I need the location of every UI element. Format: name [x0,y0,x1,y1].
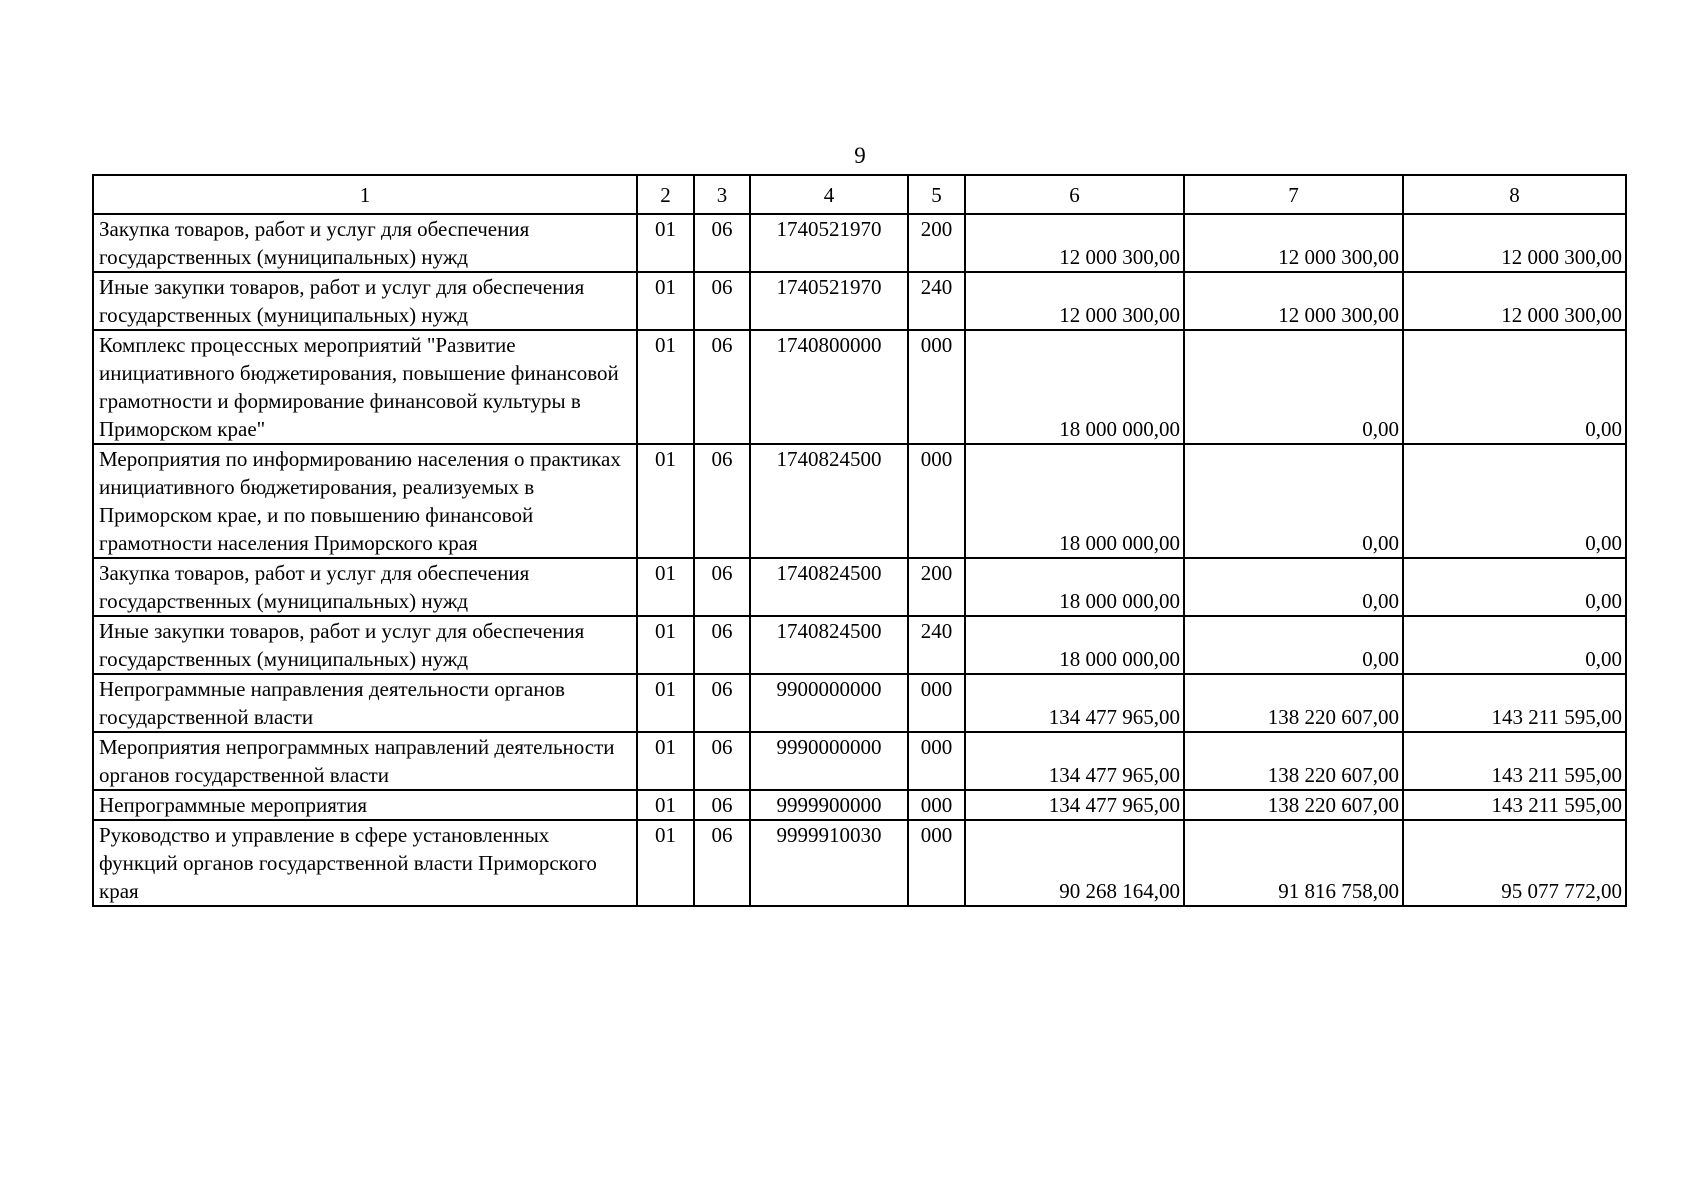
expense-type-code: 000 [908,820,965,906]
section-code: 01 [637,616,694,674]
item-name: Закупка товаров, работ и услуг для обеспечения государственных (муниципальных) нужд [93,214,637,272]
expense-type-code: 200 [908,558,965,616]
amount-col-7: 12 000 300,00 [1184,214,1403,272]
item-name: Непрограммные мероприятия [93,790,637,820]
header-cell: 7 [1184,175,1403,214]
header-cell: 1 [93,175,637,214]
amount-col-8: 12 000 300,00 [1403,272,1626,330]
amount-col-7: 0,00 [1184,330,1403,444]
table-row [93,558,1626,616]
target-article-code: 9999900000 [750,790,908,820]
section-code: 01 [637,820,694,906]
amount-col-6: 18 000 000,00 [965,444,1184,558]
target-article-code: 1740800000 [750,330,908,444]
amount-col-7: 0,00 [1184,558,1403,616]
target-article-code: 9990000000 [750,732,908,790]
subsection-code: 06 [694,272,750,330]
budget-table [92,174,1627,907]
amount-col-8: 143 211 595,00 [1403,732,1626,790]
item-name: Руководство и управление в сфере установленных функций органов государственной власти Приморского края [93,820,637,906]
subsection-code: 06 [694,558,750,616]
target-article-code: 1740521970 [750,272,908,330]
table-row [93,330,1626,444]
subsection-code: 06 [694,790,750,820]
subsection-code: 06 [694,330,750,444]
section-code: 01 [637,790,694,820]
header-cell: 3 [694,175,750,214]
target-article-code: 1740521970 [750,214,908,272]
item-name: Комплекс процессных мероприятий "Развитие инициативного бюджетирования, повышение финансовой грамотности и формирование финансовой культуры в Приморском крае" [93,330,637,444]
item-name: Закупка товаров, работ и услуг для обеспечения государственных (муниципальных) нужд [93,558,637,616]
table-row [93,272,1626,330]
amount-col-7: 138 220 607,00 [1184,674,1403,732]
amount-col-7: 138 220 607,00 [1184,790,1403,820]
amount-col-6: 134 477 965,00 [965,732,1184,790]
header-cell: 4 [750,175,908,214]
amount-col-6: 12 000 300,00 [965,272,1184,330]
subsection-code: 06 [694,674,750,732]
expense-type-code: 000 [908,790,965,820]
item-name: Иные закупки товаров, работ и услуг для обеспечения государственных (муниципальных) нужд [93,616,637,674]
subsection-code: 06 [694,820,750,906]
amount-col-8: 0,00 [1403,444,1626,558]
target-article-code: 1740824500 [750,616,908,674]
section-code: 01 [637,558,694,616]
amount-col-7: 12 000 300,00 [1184,272,1403,330]
subsection-code: 06 [694,616,750,674]
section-code: 01 [637,732,694,790]
subsection-code: 06 [694,732,750,790]
amount-col-8: 0,00 [1403,616,1626,674]
target-article-code: 1740824500 [750,444,908,558]
amount-col-7: 0,00 [1184,444,1403,558]
amount-col-6: 18 000 000,00 [965,330,1184,444]
amount-col-7: 91 816 758,00 [1184,820,1403,906]
subsection-code: 06 [694,214,750,272]
target-article-code: 9999910030 [750,820,908,906]
amount-col-8: 0,00 [1403,558,1626,616]
amount-col-8: 143 211 595,00 [1403,674,1626,732]
expense-type-code: 000 [908,330,965,444]
amount-col-8: 143 211 595,00 [1403,790,1626,820]
table-row [93,732,1626,790]
section-code: 01 [637,444,694,558]
item-name: Мероприятия по информированию населения о практиках инициативного бюджетирования, реализуемых в Приморском крае, и по повышению финансовой грамотности населения Приморского края [93,444,637,558]
amount-col-7: 138 220 607,00 [1184,732,1403,790]
item-name: Непрограммные направления деятельности органов государственной власти [93,674,637,732]
expense-type-code: 000 [908,674,965,732]
table-row [93,214,1626,272]
table-row [93,790,1626,820]
header-cell: 6 [965,175,1184,214]
table-row [93,674,1626,732]
amount-col-6: 18 000 000,00 [965,558,1184,616]
page-number: 9 [854,143,866,168]
amount-col-6: 18 000 000,00 [965,616,1184,674]
target-article-code: 1740824500 [750,558,908,616]
amount-col-7: 0,00 [1184,616,1403,674]
amount-col-6: 90 268 164,00 [965,820,1184,906]
subsection-code: 06 [694,444,750,558]
item-name: Иные закупки товаров, работ и услуг для обеспечения государственных (муниципальных) нужд [93,272,637,330]
section-code: 01 [637,674,694,732]
table-row [93,444,1626,558]
target-article-code: 9900000000 [750,674,908,732]
expense-type-code: 000 [908,444,965,558]
header-cell: 8 [1403,175,1626,214]
header-cell: 5 [908,175,965,214]
amount-col-6: 134 477 965,00 [965,790,1184,820]
amount-col-8: 0,00 [1403,330,1626,444]
amount-col-6: 134 477 965,00 [965,674,1184,732]
amount-col-8: 12 000 300,00 [1403,214,1626,272]
amount-col-8: 95 077 772,00 [1403,820,1626,906]
section-code: 01 [637,272,694,330]
amount-col-6: 12 000 300,00 [965,214,1184,272]
table-row [93,616,1626,674]
expense-type-code: 240 [908,616,965,674]
expense-type-code: 200 [908,214,965,272]
section-code: 01 [637,214,694,272]
expense-type-code: 240 [908,272,965,330]
table-row [93,820,1626,906]
section-code: 01 [637,330,694,444]
item-name: Мероприятия непрограммных направлений деятельности органов государственной власти [93,732,637,790]
expense-type-code: 000 [908,732,965,790]
header-row [93,175,1626,214]
header-cell: 2 [637,175,694,214]
